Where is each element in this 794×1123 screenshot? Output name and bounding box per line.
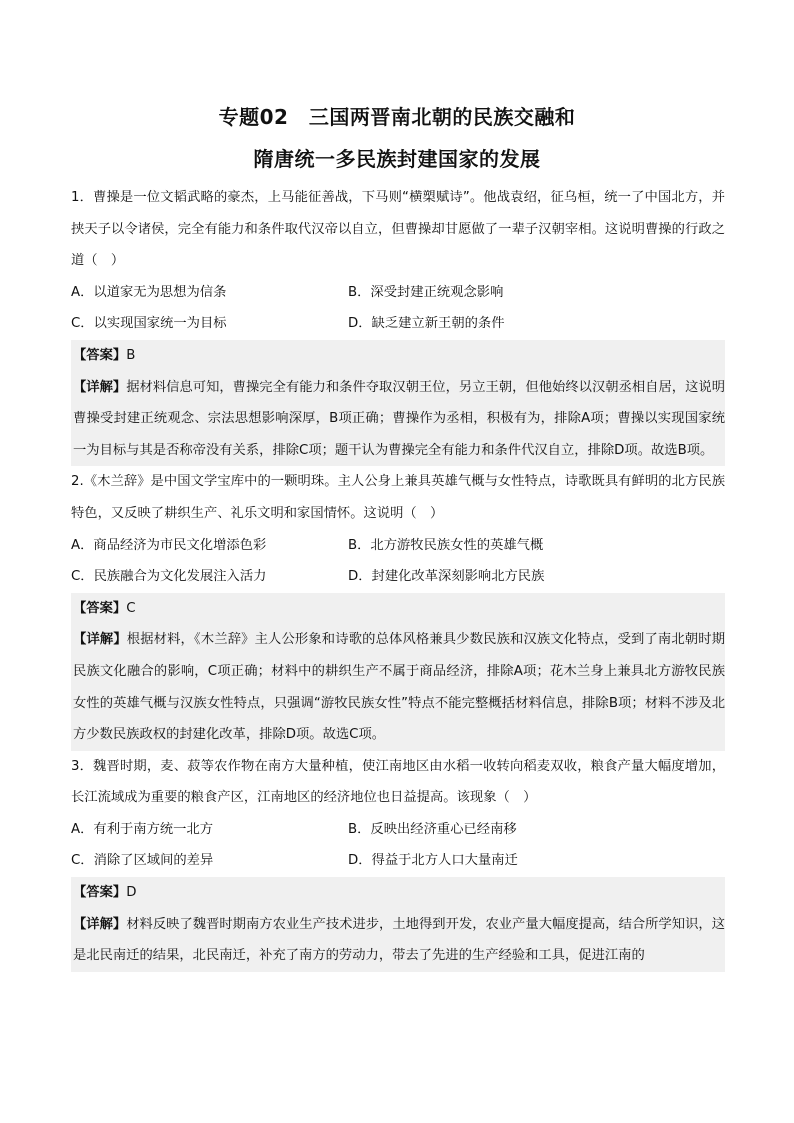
question-stem: 3．魏晋时期，麦、菽等农作物在南方大量种植，使江南地区由水稻一收转向稻麦双收，粮食产量大幅度增加，长江流域成为重要的粮食产区，江南地区的经济地位也日益提高。该现象（ ） <box>71 758 725 806</box>
option-d: D．缺乏建立新王朝的条件 <box>348 316 505 332</box>
option-c: C．民族融合为文化发展注入活力 <box>71 569 267 585</box>
document-title-line2: 隋唐统一多民族封建国家的发展 <box>253 147 541 171</box>
answer-value: B <box>126 347 136 363</box>
answer-label: 【答案】 <box>73 347 127 363</box>
answer-label: 【答案】 <box>73 600 127 616</box>
detail-label: 【详解】 <box>73 916 127 932</box>
answer-value: C <box>126 600 136 616</box>
option-c: C．消除了区域间的差异 <box>71 853 214 869</box>
option-grid <box>71 814 725 877</box>
answer-line <box>71 877 725 909</box>
option-a: A．以道家无为思想为信条 <box>71 284 227 300</box>
question-3 <box>71 751 725 972</box>
detail-label: 【详解】 <box>73 379 127 395</box>
detail-line <box>71 372 725 467</box>
question-stem: 2.《木兰辞》是中国文学宝库中的一颗明珠。主人公身上兼具英雄气概与女性特点，诗歌既具有鲜明的北方民族特色，又反映了耕织生产、礼乐文明和家国情怀。这说明（ ） <box>71 474 725 521</box>
answer-value: D <box>126 885 137 901</box>
question-list <box>71 182 725 972</box>
detail-text: 材料反映了魏晋时期南方农业生产技术进步，土地得到开发，农业产量大幅度提高，结合所学知识，这是北民南迁的结果，北民南迁，补充了南方的劳动力，带去了先进的生产经验和工具，促进江南的 <box>73 916 726 964</box>
detail-label: 【详解】 <box>73 632 127 648</box>
question-1 <box>71 182 725 466</box>
answer-block <box>71 877 725 972</box>
document-title-line1: 专题02 三国两晋南北朝的民族交融和 <box>218 105 576 129</box>
detail-text: 根据材料，《木兰辞》主人公形象和诗歌的总体风格兼具少数民族和汉族文化特点，受到了南北朝时期民族文化融合的影响，C项正确；材料中的耕织生产不属于商品经济，排除A项；花木兰身上兼具北方游牧民族女性的英雄气概与汉族女性特点，只强调“游牧民族女性”特点不能完整概括材料信息，排除B项；材料不涉及北方少数民族政权的封建化改革，排除D项。故选C项。 <box>73 632 725 743</box>
option-b: B．深受封建正统观念影响 <box>348 284 504 300</box>
detail-line <box>71 909 725 972</box>
answer-label: 【答案】 <box>73 885 127 901</box>
option-grid <box>71 530 725 593</box>
option-grid <box>71 277 725 340</box>
option-b: B．北方游牧民族女性的英雄气概 <box>348 537 544 553</box>
option-c: C．以实现国家统一为目标 <box>71 316 227 332</box>
detail-text: 据材料信息可知，曹操完全有能力和条件夺取汉朝王位，另立王朝，但他始终以汉朝丞相自居，这说明曹操受封建正统观念、宗法思想影响深厚，B项正确；曹操作为丞相，积极有为，排除A项；曹操以实现国家统一为目标与其是否称帝没有关系，排除C项；题干认为曹操完全有能力和条件代汉自立，排除D项。故选B项。 <box>73 379 726 458</box>
answer-line <box>71 340 725 372</box>
question-2 <box>71 466 725 750</box>
option-d: D．封建化改革深刻影响北方民族 <box>348 569 545 585</box>
answer-block <box>71 340 725 466</box>
answer-block <box>71 593 725 751</box>
option-a: A．商品经济为市民文化增添色彩 <box>71 537 267 553</box>
detail-line <box>71 624 725 750</box>
option-a: A．有利于南方统一北方 <box>71 821 214 837</box>
option-d: D．得益于北方人口大量南迁 <box>348 853 518 869</box>
answer-line <box>71 593 725 625</box>
question-stem: 1．曹操是一位文韬武略的豪杰，上马能征善战，下马则“横槊赋诗”。他战袁绍，征乌桓，统一了中国北方，并挟天子以令诸侯，完全有能力和条件取代汉帝以自立，但曹操却甘愿做了一辈子汉朝宰相。这说明曹操的行政之道（ ） <box>71 190 725 269</box>
option-b: B．反映出经济重心已经南移 <box>348 821 517 837</box>
